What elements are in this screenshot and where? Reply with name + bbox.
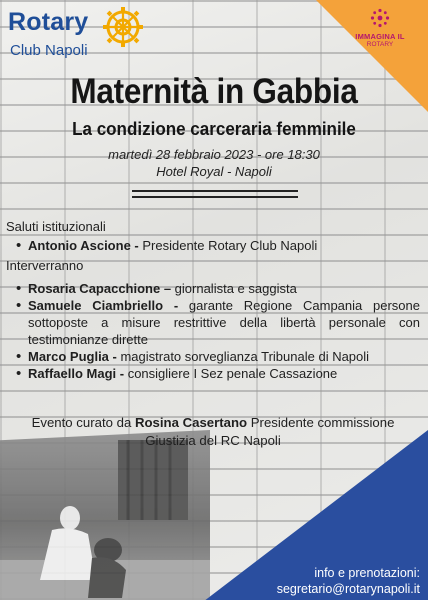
curator-note xyxy=(6,414,420,450)
event-venue: Hotel Royal - Napoli xyxy=(156,164,272,179)
list-item xyxy=(14,365,420,382)
speaker-name: Rosaria Capacchione – xyxy=(28,281,172,296)
list-item xyxy=(14,348,420,365)
logo-club-name: Club Napoli xyxy=(10,42,88,59)
list-item xyxy=(14,297,420,348)
speakers-heading: Interverranno xyxy=(6,258,84,273)
speaker-name: Antonio Ascione - xyxy=(28,238,139,253)
divider-line xyxy=(132,190,298,192)
speaker-role: garante Regione Campania persone sottoposte a misure restrittive della libertà personale con testimonianze dirette xyxy=(28,298,421,347)
contact-email[interactable]: segretario@rotarynapoli.it xyxy=(276,582,420,596)
speaker-role: magistrato sorveglianza Tribunale di Napoli xyxy=(116,349,370,364)
list-item xyxy=(14,280,420,297)
speaker-name: Samuele Ciambriello - xyxy=(28,298,179,313)
speaker-role: giornalista e saggista xyxy=(171,281,297,296)
speaker-name: Raffaello Magi - xyxy=(28,366,125,381)
program xyxy=(6,218,420,384)
campaign-subtitle: ROTARY xyxy=(366,41,394,48)
list-item xyxy=(14,237,420,254)
imagine-rotary-badge xyxy=(340,8,420,48)
curator-name: Rosina Casertano xyxy=(134,415,248,430)
speaker-name: Marco Puglia - xyxy=(28,349,117,364)
photo-figures xyxy=(0,430,210,600)
imagine-rotary-icon xyxy=(370,8,390,28)
speaker-role: consigliere I Sez penale Cassazione xyxy=(124,366,338,381)
contact-label: info e prenotazioni: xyxy=(314,566,420,580)
divider-line xyxy=(132,196,298,198)
curator-prefix: Evento curato da xyxy=(31,415,135,430)
rotary-logo xyxy=(6,4,156,64)
event-title: Maternità in Gabbia xyxy=(70,72,358,111)
event-date: martedì 28 febbraio 2023 - ore 18:30 xyxy=(108,147,320,162)
curator-role: Presidente commissione Giustizia del RC Napoli xyxy=(145,415,395,448)
rotary-wheel-icon xyxy=(102,6,144,48)
campaign-title: IMMAGINA IL xyxy=(355,32,405,41)
greetings-list xyxy=(6,237,420,254)
event-photo xyxy=(0,430,210,600)
event-subtitle: La condizione carceraria femminile xyxy=(72,118,356,139)
speakers-list xyxy=(6,280,420,382)
speaker-role: Presidente Rotary Club Napoli xyxy=(138,238,318,253)
logo-name: Rotary xyxy=(8,8,89,36)
greetings-heading: Saluti istituzionali xyxy=(6,219,106,234)
